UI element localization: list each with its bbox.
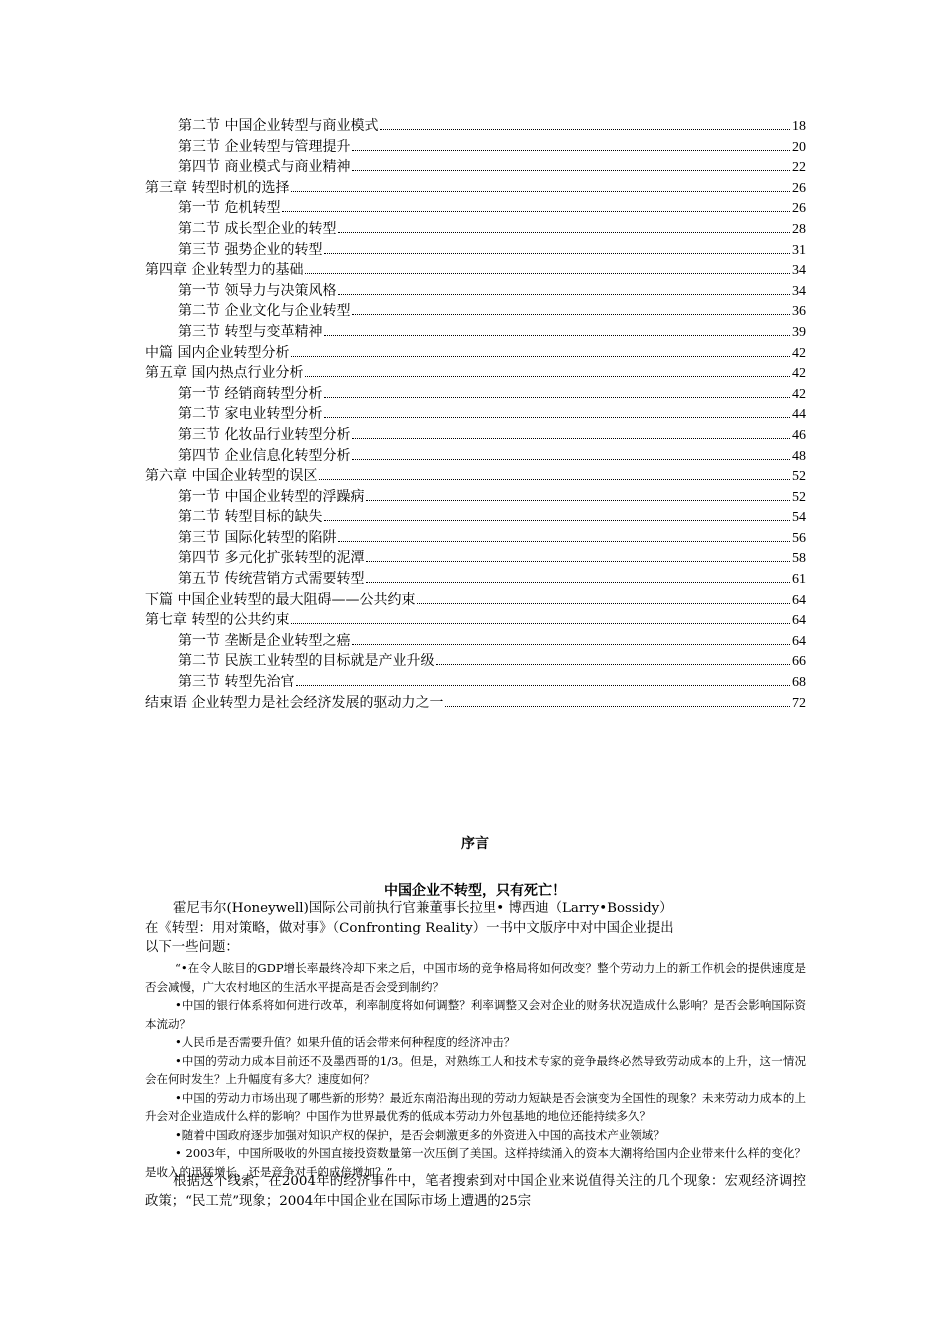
toc-leader-dots xyxy=(282,211,790,212)
toc-leader-dots xyxy=(436,664,790,665)
toc-page-number: 68 xyxy=(792,675,806,691)
toc-page-number: 26 xyxy=(792,180,806,196)
toc-entry-title: 第二节 成长型企业的转型 xyxy=(178,220,337,237)
toc-page-number: 61 xyxy=(792,572,806,588)
quote-item: “•在令人眩目的GDP增长率最终冷却下来之后，中国市场的竞争格局将如何改变？整个劳动力上的新工作机会的提供速度是否会减慢，广大农村地区的生活水平提高是否会受到制约？ xyxy=(145,961,806,994)
toc-leader-dots xyxy=(305,376,790,377)
toc-page-number: 66 xyxy=(792,654,806,670)
toc-entry[interactable] xyxy=(145,198,806,219)
toc-entry-title: 第三章 转型时机的选择 xyxy=(145,179,290,196)
toc-leader-dots xyxy=(352,314,790,315)
toc-page-number: 42 xyxy=(792,345,806,361)
preface-intro xyxy=(145,899,806,958)
toc-entry[interactable] xyxy=(145,322,806,343)
toc-page-number: 48 xyxy=(792,448,806,464)
toc-leader-dots xyxy=(324,253,790,254)
toc-page-number: 52 xyxy=(792,469,806,485)
quote-item: • 2003年，中国所吸收的外国直接投资数量第一次压倒了美国。这样持续涌入的资本大潮将给国内企业带来什么样的变化？是收入的迅猛增长，还是竞争对手的成倍增加？” xyxy=(145,1146,806,1179)
preface-title: 序言 xyxy=(461,836,489,852)
toc-entry[interactable] xyxy=(145,528,806,549)
toc-leader-dots xyxy=(445,706,790,707)
toc-entry-title: 第三节 国际化转型的陷阱 xyxy=(178,529,337,546)
toc-page-number: 34 xyxy=(792,263,806,279)
toc-page-number: 52 xyxy=(792,489,806,505)
quote-item: •中国的银行体系将如何进行改革，利率制度将如何调整？利率调整又会对企业的财务状况造成什么影响？是否会影响国际资本流动？ xyxy=(145,998,806,1031)
toc-entry-title: 第一节 中国企业转型的浮躁病 xyxy=(178,488,365,505)
toc-entry[interactable] xyxy=(145,425,806,446)
preface-paragraph: 根据这个线索，在2004年的经济事件中，笔者搜索到对中国企业来说值得关注的几个现象：宏观经济调控政策；“民工荒”现象；2004年中国企业在国际市场上遭遇的25宗 xyxy=(145,1174,806,1209)
toc-entry-title: 第六章 中国企业转型的误区 xyxy=(145,468,318,485)
toc-entry[interactable] xyxy=(145,363,806,384)
quote-item: •中国的劳动力市场出现了哪些新的形势？最近东南沿海出现的劳动力短缺是否会演变为全国性的现象？未来劳动力成本的上升会对企业造成什么样的影响？中国作为世界最优秀的低成本劳动力外包基地的地位还能持续多久？ xyxy=(145,1090,806,1123)
toc-page-number: 46 xyxy=(792,427,806,443)
toc-entry[interactable] xyxy=(145,157,806,178)
toc-entry-title: 第七章 转型的公共约束 xyxy=(145,612,290,629)
toc-entry-title: 中篇 国内企业转型分析 xyxy=(145,344,290,361)
toc-page-number: 34 xyxy=(792,283,806,299)
toc-entry-title: 第三节 强势企业的转型 xyxy=(178,241,323,258)
quote-item: •随着中国政府逐步加强对知识产权的保护，是否会刺激更多的外资进入中国的高技术产业领域？ xyxy=(175,1127,665,1142)
toc-entry-title: 第三节 转型先治官 xyxy=(178,674,295,691)
toc-entry[interactable] xyxy=(145,343,806,364)
toc-entry-title: 第五章 国内热点行业分析 xyxy=(145,365,304,382)
toc-leader-dots xyxy=(324,335,790,336)
toc-leader-dots xyxy=(380,129,790,130)
toc-leader-dots xyxy=(352,644,790,645)
toc-leader-dots xyxy=(352,459,790,460)
quote-item: •中国的劳动力成本目前还不及墨西哥的1/3。但是，对熟练工人和技术专家的竞争最终必然导致劳动成本的上升，这一情况会在何时发生？上升幅度有多大？速度如何？ xyxy=(145,1053,806,1086)
toc-page-number: 58 xyxy=(792,551,806,567)
preface-subtitle: 中国企业不转型，只有死亡！ xyxy=(384,883,566,899)
toc-leader-dots xyxy=(296,685,790,686)
toc-entry-title: 第三节 企业转型与管理提升 xyxy=(178,138,351,155)
toc-page-number: 36 xyxy=(792,304,806,320)
quote-item: •人民币是否需要升值？如果升值的话会带来何种程度的经济冲击？ xyxy=(175,1035,516,1049)
toc-entry[interactable] xyxy=(145,466,806,487)
toc-leader-dots xyxy=(366,582,790,583)
toc-leader-dots xyxy=(352,170,790,171)
toc-page-number: 64 xyxy=(792,633,806,649)
toc-page-number: 26 xyxy=(792,201,806,217)
toc-entry[interactable] xyxy=(145,137,806,158)
toc-entry[interactable] xyxy=(145,281,806,302)
toc-entry[interactable] xyxy=(145,651,806,672)
toc-page-number: 42 xyxy=(792,366,806,382)
toc-page-number: 64 xyxy=(792,592,806,608)
toc-leader-dots xyxy=(352,150,790,151)
toc-leader-dots xyxy=(338,294,790,295)
toc-entry[interactable] xyxy=(145,178,806,199)
toc-entry[interactable] xyxy=(145,240,806,261)
toc-leader-dots xyxy=(319,479,790,480)
table-of-contents xyxy=(145,116,806,713)
toc-page-number: 31 xyxy=(792,242,806,258)
toc-entry-title: 第二节 家电业转型分析 xyxy=(178,406,323,423)
toc-entry-title: 第四节 商业模式与商业精神 xyxy=(178,159,351,176)
toc-page-number: 54 xyxy=(792,510,806,526)
toc-entry[interactable] xyxy=(145,569,806,590)
toc-entry-title: 第二节 转型目标的缺失 xyxy=(178,509,323,526)
toc-leader-dots xyxy=(366,561,790,562)
toc-entry-title: 第二节 中国企业转型与商业模式 xyxy=(178,118,379,134)
toc-entry[interactable] xyxy=(145,548,806,569)
toc-page-number: 22 xyxy=(792,160,806,176)
toc-entry[interactable] xyxy=(145,507,806,528)
toc-page-number: 20 xyxy=(792,139,806,155)
toc-entry-title: 下篇 中国企业转型的最大阻碍——公共约束 xyxy=(145,591,416,608)
toc-entry-title: 第一节 经销商转型分析 xyxy=(178,385,323,402)
toc-entry-title: 第一节 领导力与决策风格 xyxy=(178,282,337,299)
intro-line: 以下一些问题： xyxy=(145,940,239,956)
toc-leader-dots xyxy=(324,417,790,418)
toc-leader-dots xyxy=(338,232,790,233)
toc-entry[interactable] xyxy=(145,631,806,652)
toc-page-number: 18 xyxy=(792,119,806,134)
preface-quote xyxy=(145,959,806,1181)
toc-entry-title: 第一节 危机转型 xyxy=(178,200,281,217)
intro-line: 在《转型：用对策略，做对事》（Confronting Reality）一书中文版序中对中国企业提出 xyxy=(145,920,674,936)
toc-leader-dots xyxy=(338,541,790,542)
toc-leader-dots xyxy=(291,191,790,192)
toc-entry[interactable] xyxy=(145,219,806,240)
toc-entry-title: 第四节 企业信息化转型分析 xyxy=(178,447,351,464)
toc-page-number: 42 xyxy=(792,386,806,402)
toc-page-number: 64 xyxy=(792,613,806,629)
toc-entry-title: 第二节 民族工业转型的目标就是产业升级 xyxy=(178,653,435,670)
toc-entry[interactable] xyxy=(145,301,806,322)
toc-leader-dots xyxy=(366,500,790,501)
toc-entry-title: 第五节 传统营销方式需要转型 xyxy=(178,571,365,588)
toc-entry[interactable] xyxy=(145,404,806,425)
toc-entry[interactable] xyxy=(145,672,806,693)
toc-entry[interactable] xyxy=(145,116,806,137)
toc-leader-dots xyxy=(291,623,790,624)
toc-entry[interactable] xyxy=(145,610,806,631)
toc-leader-dots xyxy=(417,603,790,604)
toc-page-number: 44 xyxy=(792,407,806,423)
toc-entry[interactable] xyxy=(145,384,806,405)
toc-entry-title: 第三节 转型与变革精神 xyxy=(178,323,323,340)
toc-leader-dots xyxy=(291,356,790,357)
toc-leader-dots xyxy=(305,273,790,274)
toc-page-number: 39 xyxy=(792,324,806,340)
toc-entry-title: 第四节 多元化扩张转型的泥潭 xyxy=(178,550,365,567)
toc-entry-title: 第一节 垄断是企业转型之癌 xyxy=(178,632,351,649)
toc-entry-title: 第四章 企业转型力的基础 xyxy=(145,262,304,279)
toc-leader-dots xyxy=(324,520,790,521)
toc-entry-title: 第三节 化妆品行业转型分析 xyxy=(178,426,351,443)
toc-entry-title: 第二节 企业文化与企业转型 xyxy=(178,303,351,320)
toc-leader-dots xyxy=(352,438,790,439)
toc-leader-dots xyxy=(324,397,790,398)
toc-entry[interactable] xyxy=(145,590,806,611)
toc-entry[interactable] xyxy=(145,487,806,508)
toc-entry[interactable] xyxy=(145,260,806,281)
toc-entry[interactable] xyxy=(145,693,806,714)
toc-entry-title: 结束语 企业转型力是社会经济发展的驱动力之一 xyxy=(145,694,444,711)
intro-line: 霍尼韦尔(Honeywell)国际公司前执行官兼董事长拉里• 博西迪（Larry•Bossidy） xyxy=(173,901,673,916)
toc-page-number: 28 xyxy=(792,221,806,237)
toc-page-number: 56 xyxy=(792,530,806,546)
toc-page-number: 72 xyxy=(792,695,806,711)
toc-entry[interactable] xyxy=(145,446,806,467)
